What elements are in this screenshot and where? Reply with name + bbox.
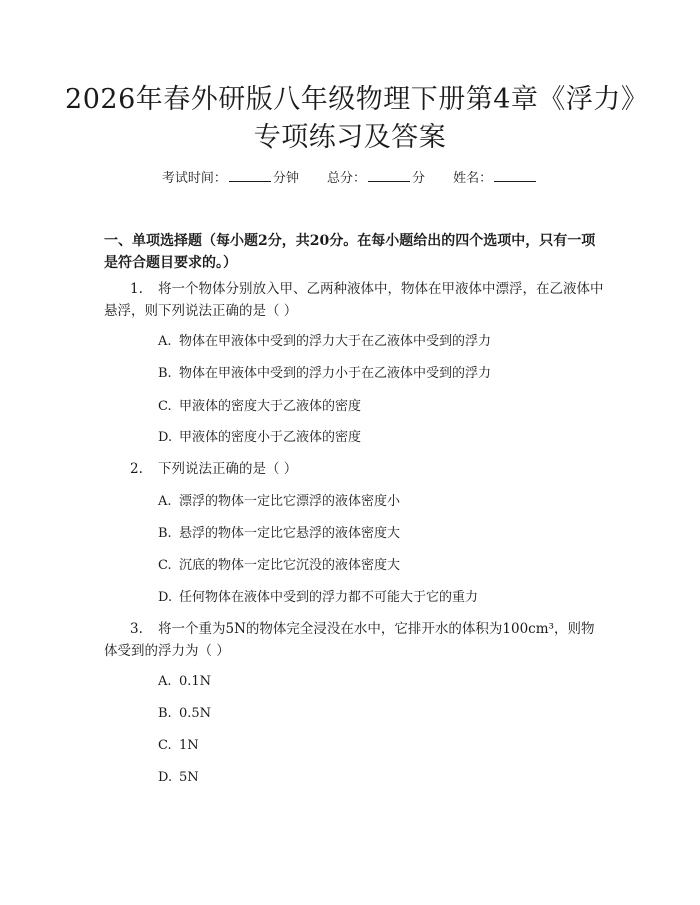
option-text: 甲液体的密度小于乙液体的密度 — [179, 430, 362, 445]
option-1d — [158, 429, 598, 447]
option-2b — [158, 525, 598, 543]
question-number: 3. — [130, 621, 143, 637]
score-label: 总分： — [326, 171, 366, 186]
option-letter: B. — [158, 526, 172, 541]
time-unit: 分钟 — [272, 171, 299, 186]
option-letter: D. — [158, 590, 173, 605]
option-text: 0.1N — [179, 674, 212, 689]
option-2a — [158, 493, 598, 511]
time-blank — [229, 169, 271, 182]
option-text: 漂浮的物体一定比它漂浮的液体密度小 — [179, 494, 401, 509]
option-letter: D. — [158, 770, 173, 785]
option-letter: A. — [158, 674, 172, 689]
time-label: 考试时间： — [161, 171, 227, 186]
option-text: 任何物体在液体中受到的浮力都不可能大于它的重力 — [179, 590, 479, 605]
option-1c — [158, 398, 598, 416]
option-letter: C. — [158, 558, 172, 573]
exam-score — [327, 169, 425, 188]
option-1b — [158, 365, 598, 383]
question-1 — [104, 278, 604, 322]
option-letter: C. — [158, 738, 172, 753]
option-letter: A. — [158, 334, 172, 349]
option-letter: B. — [158, 366, 172, 381]
page-title: 2026年春外研版八年级物理下册第4章《浮力》专项练习及答案 — [65, 84, 635, 153]
option-letter: A. — [158, 494, 172, 509]
option-text: 1N — [179, 738, 199, 753]
question-2 — [104, 458, 604, 480]
name-blank — [494, 169, 536, 182]
option-3a — [158, 673, 598, 691]
question-number: 2. — [130, 461, 143, 477]
name-label: 姓名： — [453, 171, 493, 186]
option-text: 0.5N — [179, 706, 212, 721]
option-text: 5N — [179, 770, 199, 785]
option-letter: D. — [158, 430, 173, 445]
option-text: 物体在甲液体中受到的浮力大于在乙液体中受到的浮力 — [179, 334, 492, 349]
option-2c — [158, 557, 598, 575]
option-text: 悬浮的物体一定比它悬浮的液体密度大 — [179, 526, 401, 541]
question-stem: 将一个重为5N的物体完全浸没在水中，它排开水的体积为100cm³，则物体受到的浮力为（ ） — [104, 621, 595, 659]
question-number: 1. — [130, 281, 143, 297]
option-text: 沉底的物体一定比它沉没的液体密度大 — [179, 558, 401, 573]
option-3d — [158, 769, 598, 787]
option-3c — [158, 737, 598, 755]
option-text: 物体在甲液体中受到的浮力小于在乙液体中受到的浮力 — [179, 366, 492, 381]
option-3b — [158, 705, 598, 723]
score-unit: 分 — [412, 171, 426, 186]
option-1a — [158, 333, 598, 351]
exam-name — [453, 169, 538, 188]
option-2d — [158, 589, 598, 607]
section-heading: 一、单项选择题（每小题2分，共20分。在每小题给出的四个选项中，只有一项是符合题目要求的。） — [104, 233, 596, 271]
exam-time — [162, 169, 299, 188]
option-letter: B. — [158, 706, 172, 721]
question-3 — [104, 618, 604, 662]
option-text: 甲液体的密度大于乙液体的密度 — [179, 399, 362, 414]
question-stem: 下列说法正确的是（ ） — [158, 461, 298, 477]
score-blank — [368, 169, 410, 182]
exam-meta — [0, 169, 700, 188]
question-stem: 将一个物体分别放入甲、乙两种液体中，物体在甲液体中漂浮，在乙液体中悬浮，则下列说法正确的是（ ） — [104, 281, 604, 319]
option-letter: C. — [158, 399, 172, 414]
